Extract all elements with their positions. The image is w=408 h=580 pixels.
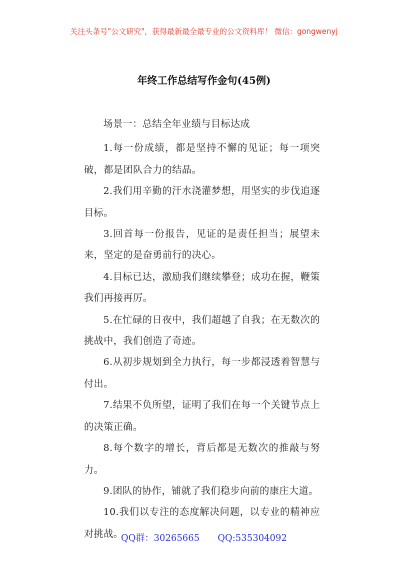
list-item: 7.结果不负所望，证明了我们在每一个关键节点上的决策正确。 xyxy=(84,400,320,433)
list-item: 3.回首每一份报告，见证的是责任担当；展望未来，坚定的是奋勇前行的决心。 xyxy=(84,229,320,262)
qq-link[interactable]: QQ:535304092 xyxy=(217,534,287,544)
document-title: 年终工作总结写作金句(45例) xyxy=(137,76,271,87)
footer-contact xyxy=(0,531,408,544)
list-item: 1.每一份成绩，都是坚持不懈的见证；每一项突破，都是团队合力的结晶。 xyxy=(84,143,320,176)
list-item: 6.从初步规划到全力执行，每一步都浸透着智慧与付出。 xyxy=(84,357,320,390)
list-item: 2.我们用辛勤的汗水浇灌梦想，用坚实的步伐追逐目标。 xyxy=(84,186,320,219)
scene-heading: 场景一：总结全年业绩与目标达成 xyxy=(103,119,251,130)
header-banner: 关注头条号"公文研究"，获得最新最全最专业的公文资料库！ 微信：gongwenyj xyxy=(70,27,338,36)
list-item: 9.团队的协作，铺就了我们稳步向前的康庄大道。 xyxy=(103,485,319,497)
list-item: 5.在忙碌的日夜中，我们超越了自我；在无数次的挑战中，我们创造了奇迹。 xyxy=(84,314,320,348)
qq-group-link[interactable]: QQ群：30265665 xyxy=(121,534,200,544)
list-item: 4.目标已达，激励我们继续攀登；成功在握，鞭策我们再接再厉。 xyxy=(84,271,320,305)
list-item: 8.每个数字的增长，背后都是无数次的推敲与努力。 xyxy=(84,443,320,476)
list-item: 10.我们以专注的态度解决问题，以专业的精神应对挑战。 xyxy=(84,507,320,540)
document-body xyxy=(84,114,320,545)
